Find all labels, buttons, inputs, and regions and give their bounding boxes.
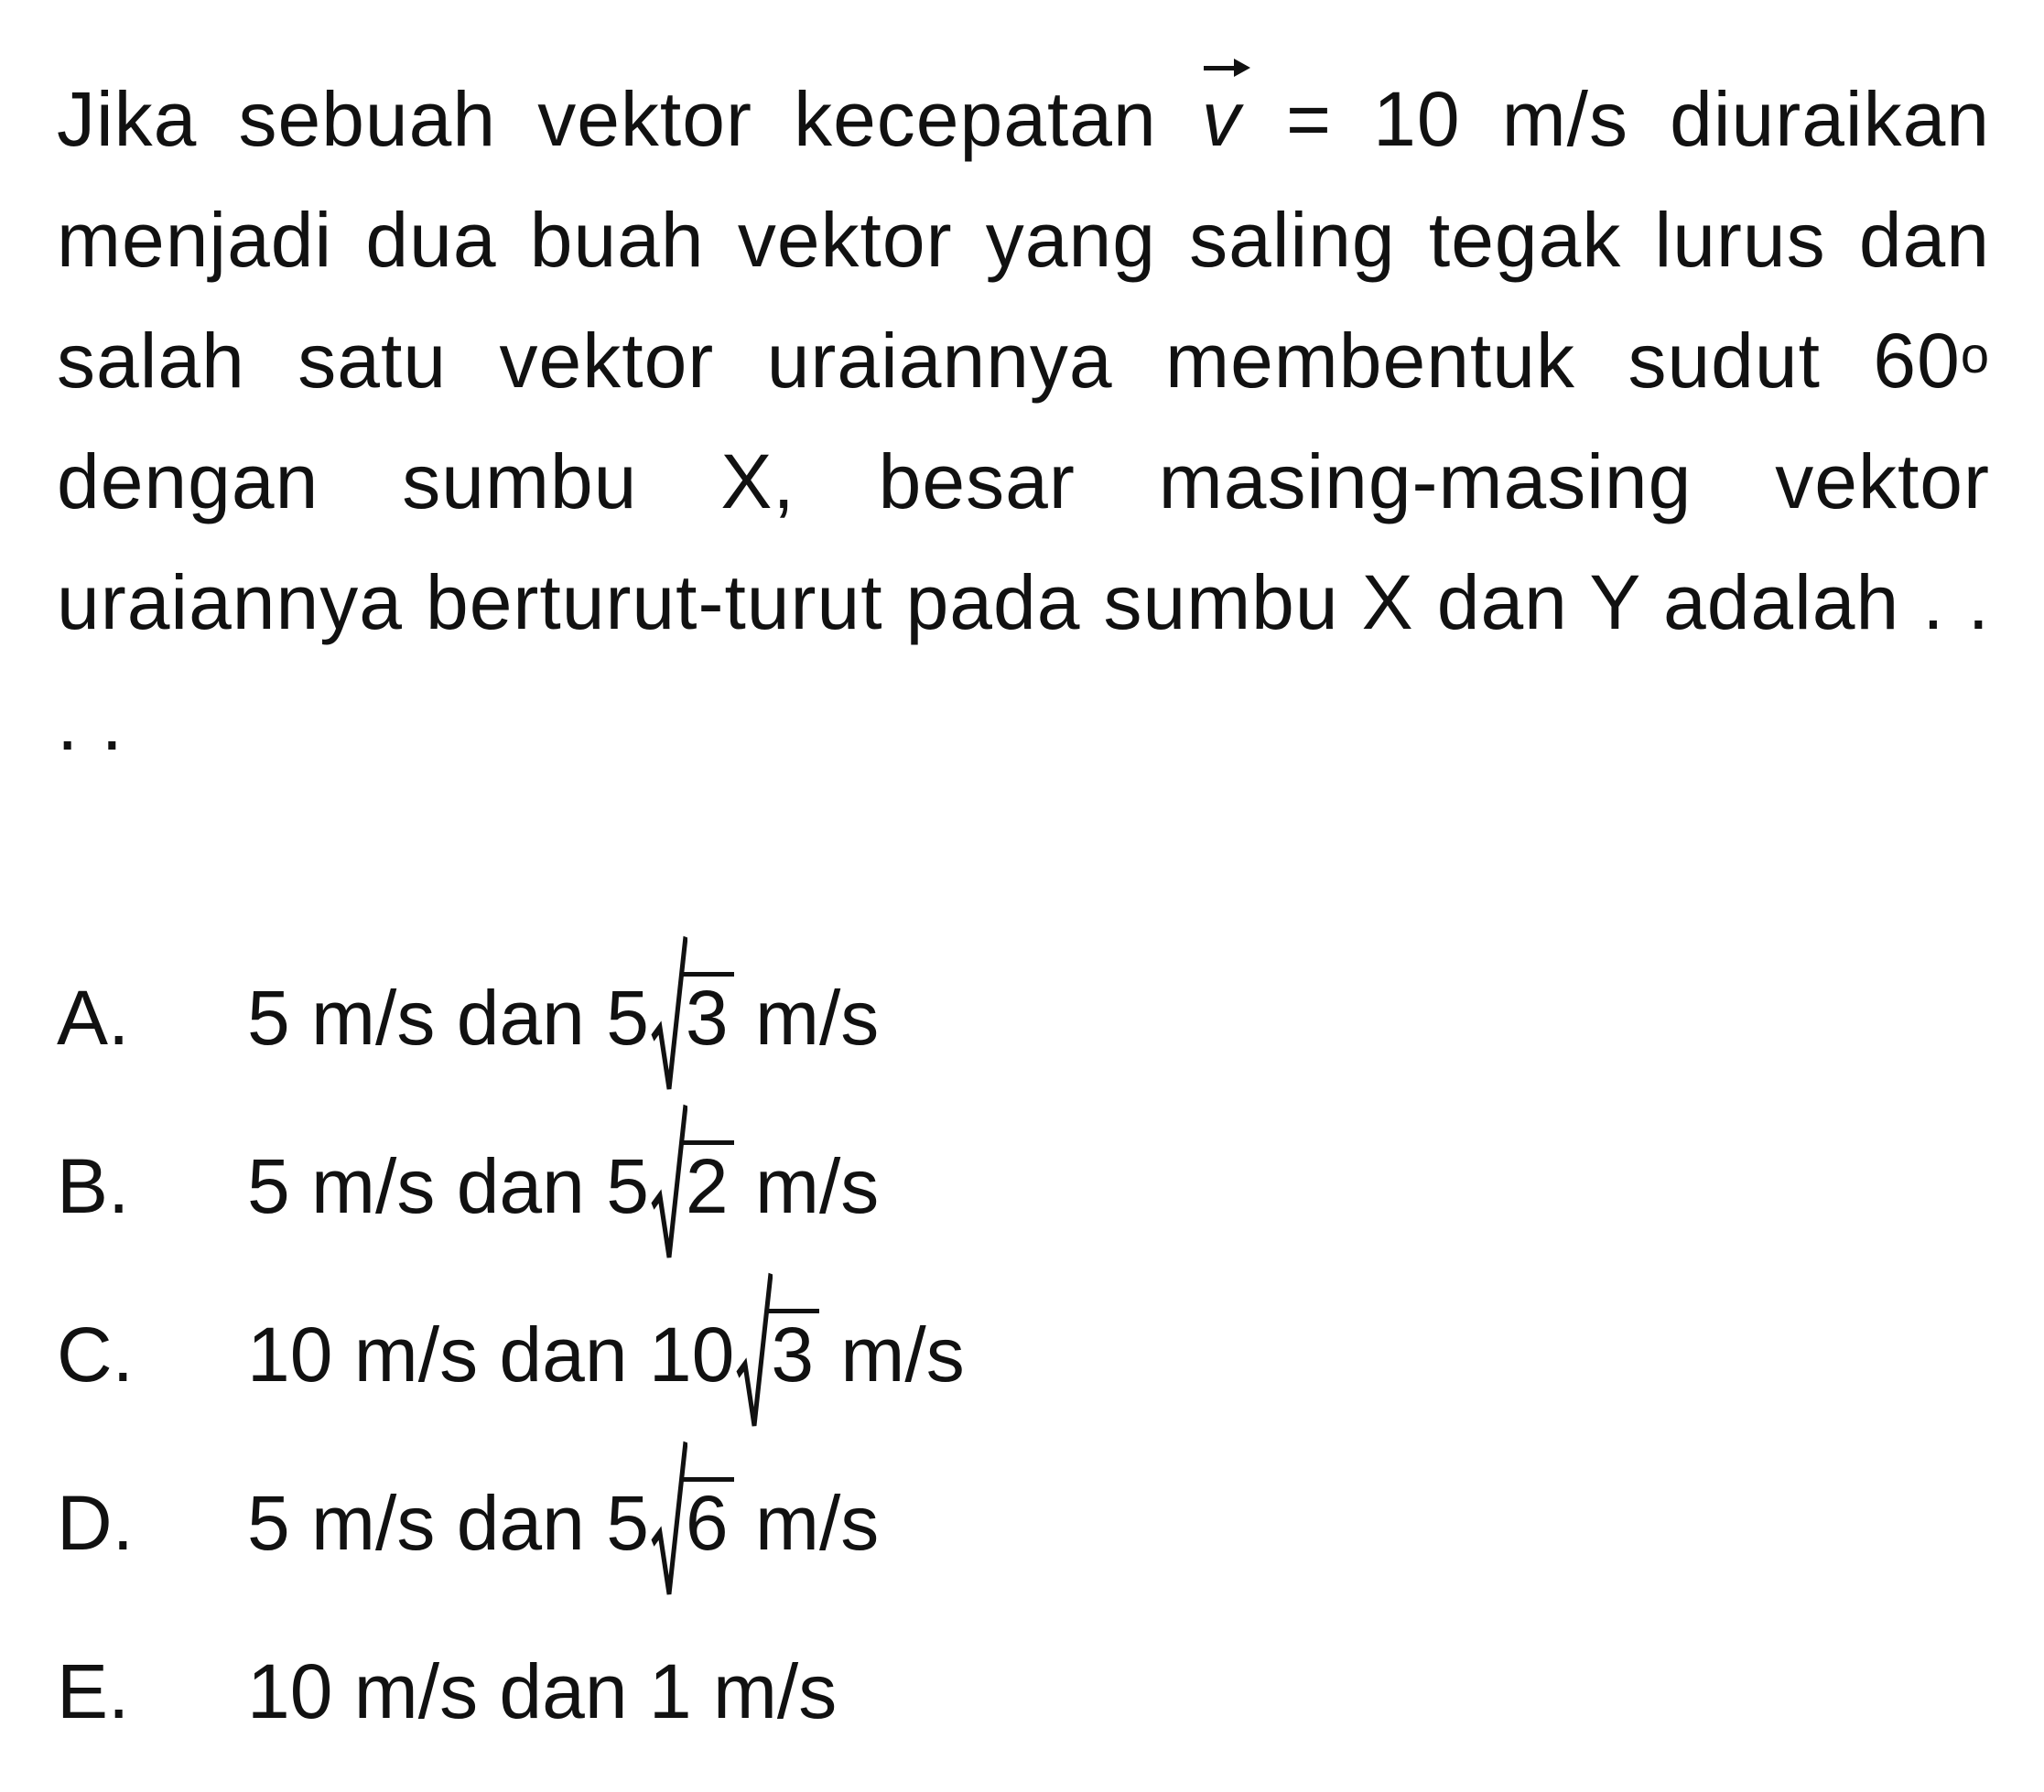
sqrt-expression: [651, 1102, 734, 1270]
option-value-before: 10 m/s dan 10: [247, 1312, 735, 1398]
radicand: 2: [682, 1140, 734, 1227]
option-text: [247, 1102, 879, 1270]
option-text: [247, 1607, 837, 1776]
question-part-2: = 10 m/s diuraikan menjadi dua buah vektor yang saling tegak lurus dan salah satu vektor uraiannya membentuk sudut 60: [57, 76, 1991, 404]
option-letter: A.: [57, 975, 130, 1061]
radical-sign-icon: [736, 1270, 773, 1439]
sqrt-expression: [651, 934, 734, 1102]
question-part-1: Jika sebuah vektor kecepatan: [57, 76, 1198, 162]
option-a[interactable]: [57, 934, 1979, 1102]
sqrt-expression: [736, 1270, 819, 1439]
option-value-before: 10 m/s dan 1 m/s: [247, 1648, 838, 1734]
option-d[interactable]: [57, 1439, 1979, 1607]
option-value-after: m/s: [733, 975, 880, 1061]
option-text: [247, 1439, 879, 1607]
radicand: 3: [767, 1309, 819, 1396]
option-value-after: m/s: [733, 1480, 880, 1566]
answer-options: [57, 934, 1979, 1776]
radicand: 3: [682, 972, 734, 1059]
option-b[interactable]: [57, 1102, 1979, 1270]
radical-sign-icon: [651, 934, 687, 1102]
question-text: [57, 59, 1990, 783]
option-c[interactable]: [57, 1270, 1979, 1439]
sqrt-expression: [651, 1439, 734, 1607]
question-part-3: dengan sumbu X, besar masing-masing vektor uraiannya berturut-turut pada sumbu X dan Y adalah . . . .: [57, 438, 1990, 766]
option-text: [247, 934, 879, 1102]
option-value-before: 5 m/s dan 5: [247, 975, 649, 1061]
option-e[interactable]: [57, 1607, 1979, 1776]
option-letter: E.: [57, 1648, 130, 1734]
option-letter: B.: [57, 1143, 130, 1229]
option-value-before: 5 m/s dan 5: [247, 1143, 649, 1229]
option-value-after: m/s: [819, 1312, 965, 1398]
radicand: 6: [682, 1477, 734, 1564]
option-letter: D.: [57, 1480, 134, 1566]
velocity-vector-symbol: v: [1198, 59, 1245, 179]
radical-sign-icon: [651, 1102, 687, 1270]
option-letter: C.: [57, 1312, 134, 1398]
option-value-after: m/s: [733, 1143, 880, 1229]
radical-sign-icon: [651, 1439, 687, 1607]
degree-symbol: o: [1960, 326, 1990, 383]
option-value-before: 5 m/s dan 5: [247, 1480, 649, 1566]
option-text: [247, 1270, 965, 1439]
